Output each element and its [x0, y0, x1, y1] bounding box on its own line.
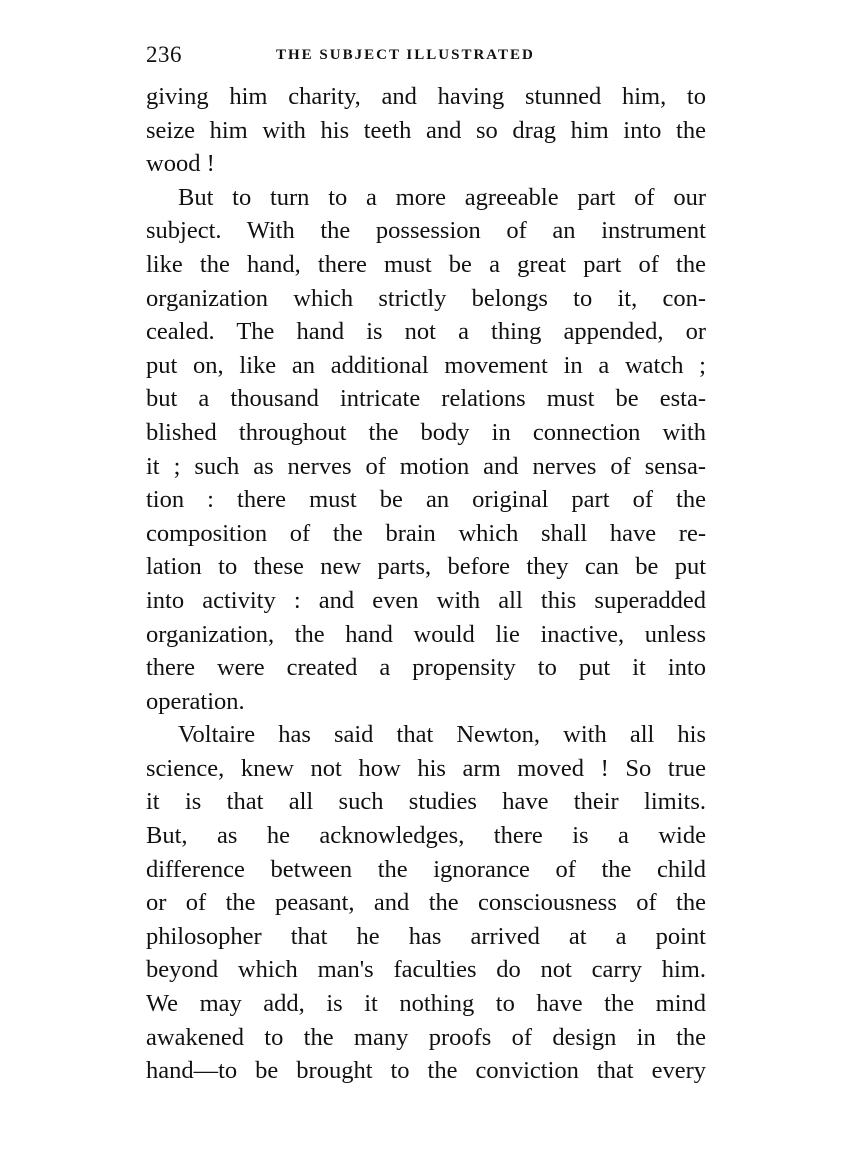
- text-line: wood !: [146, 150, 215, 178]
- text-line: seize him with his teeth and so drag him into the: [146, 116, 706, 144]
- text-line: organization which strictly belongs to it, con-: [146, 284, 706, 312]
- running-head-title: THE SUBJECT ILLUSTRATED: [276, 47, 535, 63]
- book-page: [146, 42, 706, 1102]
- text-line: But to turn to a more agreeable part of our: [178, 183, 706, 211]
- text-line: Voltaire has said that Newton, with all his: [178, 721, 706, 749]
- text-line: difference between the ignorance of the child: [146, 855, 706, 883]
- text-line: tion : there must be an original part of the: [146, 486, 706, 514]
- paragraph-2: [146, 181, 706, 719]
- text-line: but a thousand intricate relations must be esta-: [146, 385, 706, 413]
- text-line: operation.: [146, 687, 245, 715]
- text-line: cealed. The hand is not a thing appended, or: [146, 318, 706, 346]
- running-head: [146, 42, 706, 76]
- page-number: 236: [146, 42, 182, 67]
- text-line: science, knew not how his arm moved ! So true: [146, 754, 706, 782]
- text-line: subject. With the possession of an instrument: [146, 217, 706, 245]
- text-line: into activity : and even with all this superadded: [146, 586, 706, 614]
- text-line: blished throughout the body in connection with: [146, 418, 706, 446]
- text-line: giving him charity, and having stunned him, to: [146, 83, 706, 110]
- text-line: put on, like an additional movement in a watch ;: [146, 351, 706, 379]
- paragraph-1: [146, 80, 706, 181]
- text-line: it ; such as nerves of motion and nerves of sensa-: [146, 452, 706, 480]
- text-line: like the hand, there must be a great part of the: [146, 250, 706, 278]
- text-line: beyond which man's faculties do not carry him.: [146, 956, 706, 984]
- text-line: organization, the hand would lie inactive, unless: [146, 620, 706, 648]
- text-line: composition of the brain which shall have re-: [146, 519, 706, 547]
- text-line: But, as he acknowledges, there is a wide: [146, 822, 706, 850]
- text-line: hand—to be brought to the conviction that every: [146, 1057, 706, 1085]
- text-line: awakened to the many proofs of design in the: [146, 1023, 706, 1051]
- paragraph-3: [146, 718, 706, 1088]
- text-line: We may add, is it nothing to have the mind: [146, 990, 706, 1018]
- text-line: there were created a propensity to put it into: [146, 654, 706, 682]
- body-text: [146, 80, 706, 1088]
- text-line: philosopher that he has arrived at a point: [146, 922, 706, 950]
- text-line: or of the peasant, and the consciousness of the: [146, 889, 706, 917]
- text-line: lation to these new parts, before they can be put: [146, 553, 706, 581]
- text-line: it is that all such studies have their limits.: [146, 788, 706, 816]
